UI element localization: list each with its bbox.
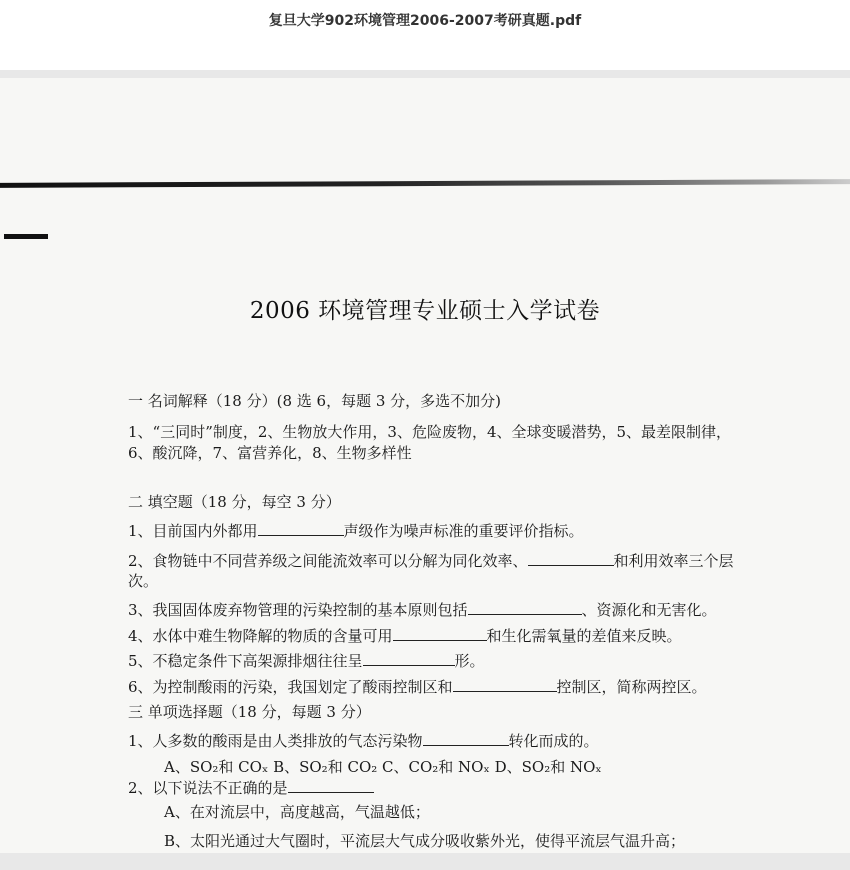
file-title: 复旦大学902环境管理2006-2007考研真题.pdf — [268, 13, 582, 29]
text-segment: 1、人多数的酸雨是由人类排放的气态污染物 — [128, 732, 423, 750]
text-segment: 4、水体中难生物降解的物质的含量可用 — [128, 627, 393, 645]
answer-blank — [453, 677, 557, 692]
text-line: 次。 — [128, 572, 159, 590]
question-line — [128, 730, 599, 751]
answer-blank — [258, 521, 344, 536]
question-line — [128, 676, 707, 697]
choice-option: A、在对流层中，高度越高，气温越低； — [164, 803, 430, 821]
text-segment: 2、以下说法不正确的是 — [128, 779, 288, 797]
question-line — [128, 777, 374, 798]
text-segment: 形。 — [454, 652, 485, 670]
text-segment: 、资源化和无害化。 — [581, 601, 717, 619]
text-segment: 和利用效率三个层 — [613, 552, 734, 570]
viewer-header — [0, 0, 850, 70]
scan-artifact-mark — [4, 234, 48, 239]
question-line — [128, 650, 485, 671]
document-title: 2006 环境管理专业硕士入学试卷 — [249, 298, 601, 324]
answer-blank — [393, 626, 487, 641]
choice-options: A、SO₂和 COₓ B、SO₂和 CO₂ C、CO₂和 NOₓ D、SO₂和 NOₓ — [164, 758, 602, 776]
header-divider — [0, 70, 850, 78]
scan-artifact-line — [0, 179, 850, 188]
question-line — [128, 625, 682, 646]
document-page[interactable] — [0, 78, 850, 853]
text-line: 1、“三同时”制度，2、生物放大作用，3、危险废物，4、全球变暖潜势，5、最差限制律， — [128, 423, 732, 441]
answer-blank — [528, 551, 614, 566]
text-segment: 声级作为噪声标准的重要评价指标。 — [343, 522, 584, 540]
text-segment: 2、食物链中不同营养级之间能流效率可以分解为同化效率、 — [128, 552, 528, 570]
text-line: 6、酸沉降，7、富营养化，8、生物多样性 — [128, 444, 412, 462]
text-segment: 5、不稳定条件下高架源排烟往往呈 — [128, 652, 363, 670]
section-heading: 一 名词解释（18 分）(8 选 6，每题 3 分，多选不加分) — [128, 392, 502, 410]
answer-blank — [468, 600, 582, 615]
choice-option: B、太阳光通过大气圈时，平流层大气成分吸收紫外光，使得平流层气温升高； — [164, 832, 686, 850]
question-line — [128, 550, 734, 571]
answer-blank — [363, 651, 455, 666]
text-segment: 1、目前国内外都用 — [128, 522, 258, 540]
text-segment: 3、我国固体废弃物管理的污染控制的基本原则包括 — [128, 601, 468, 619]
text-segment: 6、为控制酸雨的污染，我国划定了酸雨控制区和 — [128, 678, 453, 696]
text-segment: 转化而成的。 — [508, 732, 599, 750]
text-segment: 和生化需氧量的差值来反映。 — [486, 627, 682, 645]
answer-blank — [288, 778, 374, 793]
viewer-footer — [0, 853, 850, 870]
question-line — [128, 599, 717, 620]
section-heading: 二 填空题（18 分，每空 3 分） — [128, 493, 341, 511]
text-segment: 控制区，简称两控区。 — [556, 678, 707, 696]
question-line — [128, 520, 584, 541]
answer-blank — [423, 731, 509, 746]
section-heading: 三 单项选择题（18 分，每题 3 分） — [128, 703, 371, 721]
